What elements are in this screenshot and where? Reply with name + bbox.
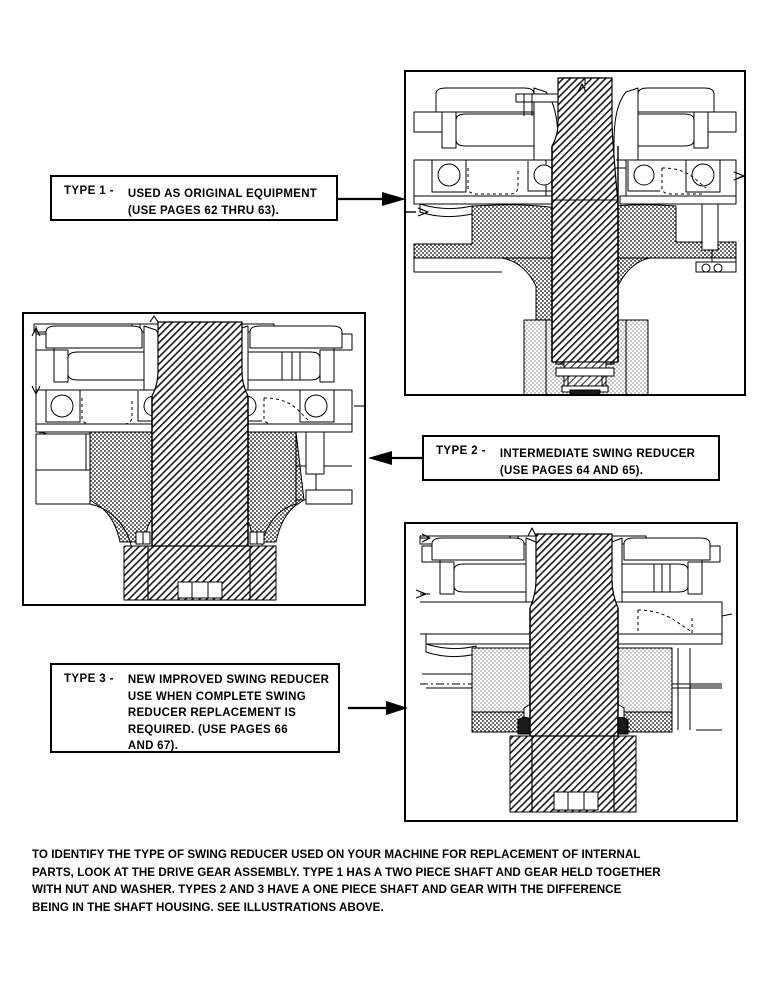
callout-type-3-label: TYPE 3 - <box>64 673 114 685</box>
callout-line: USE WHEN COMPLETE SWING <box>127 690 306 703</box>
callout-line: INTERMEDIATE SWING REDUCER <box>499 448 696 460</box>
illustration-type-3-drawing <box>406 524 736 820</box>
callout-type-1 <box>50 175 338 221</box>
callout-line: REDUCER REPLACEMENT IS <box>127 707 297 719</box>
note-line: PARTS, LOOK AT THE DRIVE GEAR ASSEMBLY. TYPE 1 HAS A TWO PIECE SHAFT AND GEAR HELD TOGETHER <box>32 865 661 879</box>
illustration-type-3 <box>404 522 738 822</box>
illustration-type-2 <box>22 312 366 606</box>
note-line: BEING IN THE SHAFT HOUSING. SEE ILLUSTRATIONS ABOVE. <box>32 900 384 914</box>
callout-type-2-label: TYPE 2 - <box>436 445 486 457</box>
identification-note <box>32 846 744 916</box>
callout-type-1-text <box>128 184 326 219</box>
callout-line: AND 67). <box>127 740 179 752</box>
callout-line: NEW IMPROVED SWING REDUCER <box>127 674 330 686</box>
arrow-type-1-to-illustration <box>338 188 408 210</box>
note-line: TO IDENTIFY THE TYPE OF SWING REDUCER USED ON YOUR MACHINE FOR REPLACEMENT OF INTERNAL <box>32 848 641 861</box>
arrow-type-3-to-illustration <box>348 697 410 719</box>
callout-type-3 <box>50 663 340 753</box>
illustration-type-1 <box>404 70 746 396</box>
callout-line: USED AS ORIGINAL EQUIPMENT <box>127 188 318 200</box>
illustration-type-2-drawing <box>24 314 364 604</box>
callout-type-2 <box>422 435 720 481</box>
callout-type-3-text <box>128 672 329 755</box>
note-line: WITH NUT AND WASHER. TYPES 2 AND 3 HAVE A ONE PIECE SHAFT AND GEAR WITH THE DIFFERENCE <box>32 883 622 897</box>
callout-line: (USE PAGES 62 THRU 63). <box>127 204 279 217</box>
illustration-type-1-drawing <box>406 72 744 394</box>
callout-line: REQUIRED. (USE PAGES 66 <box>127 723 288 736</box>
callout-type-2-text <box>500 444 708 479</box>
callout-type-1-label: TYPE 1 - <box>64 185 114 197</box>
callout-line: (USE PAGES 64 AND 65). <box>499 464 644 477</box>
